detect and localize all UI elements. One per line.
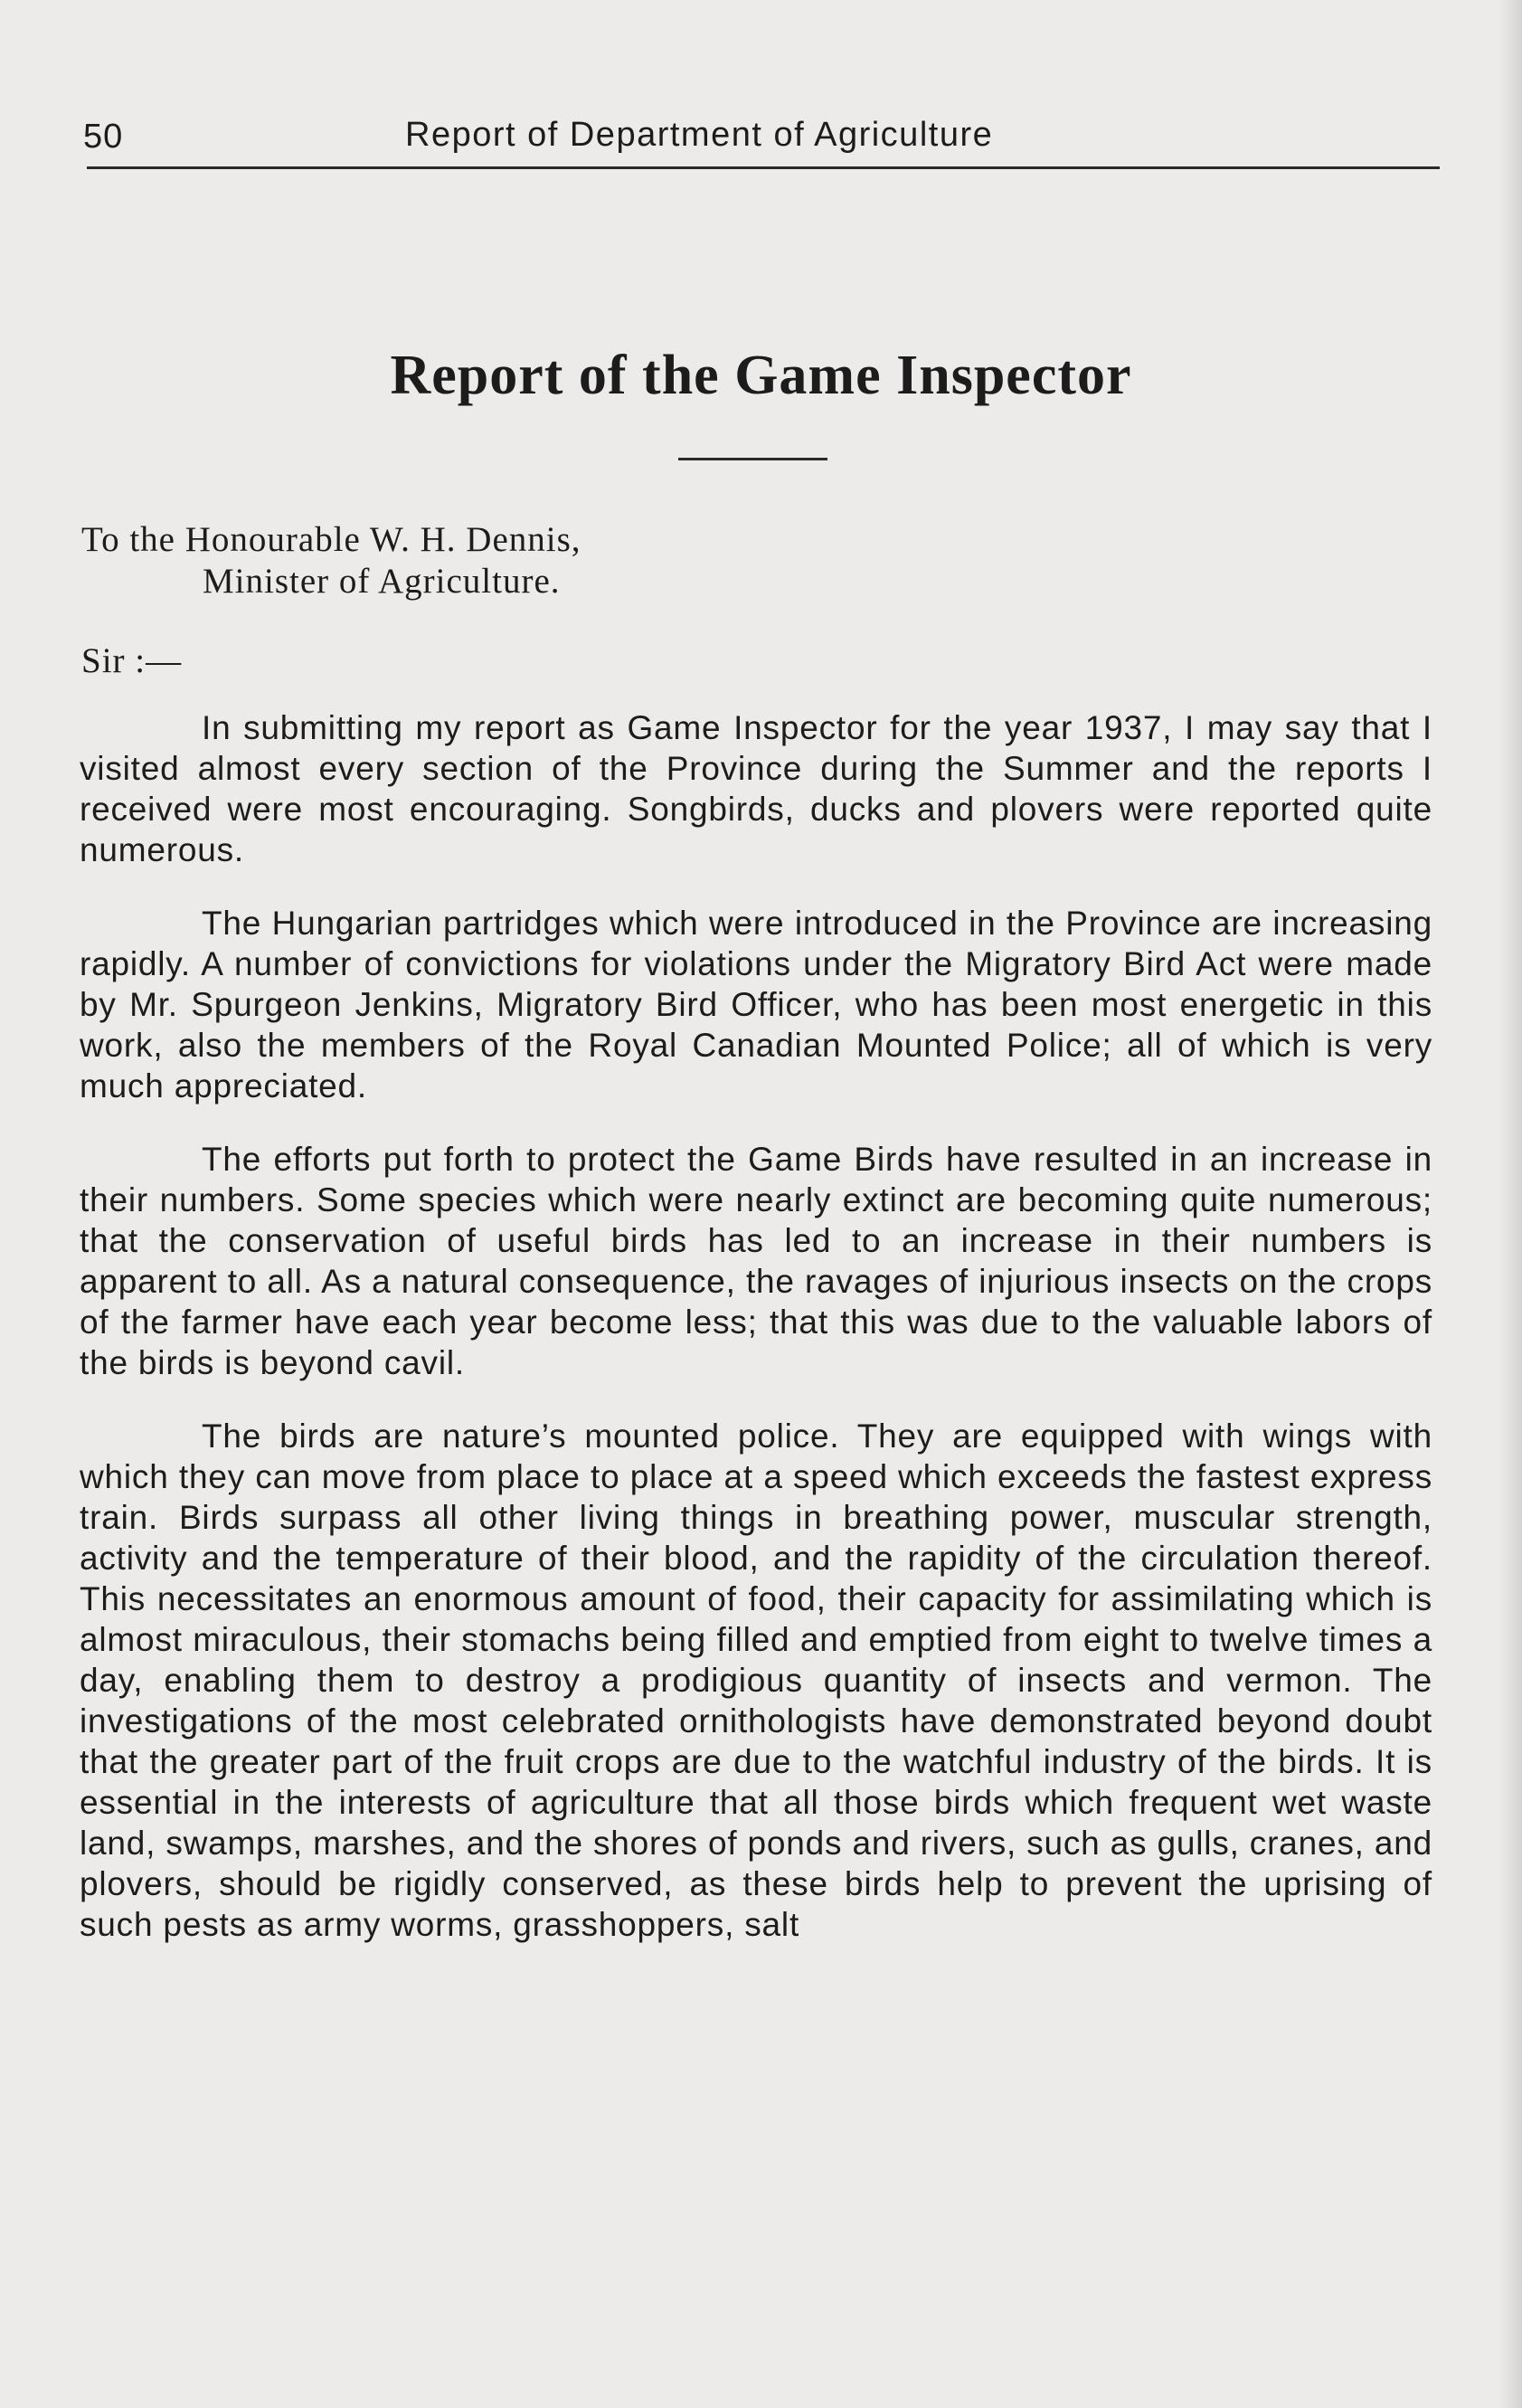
header-rule <box>87 166 1440 169</box>
addressee-title: Minister of Agriculture. <box>203 562 561 601</box>
report-body <box>80 707 1432 1977</box>
addressee-line: To the Honourable W. H. Dennis, <box>81 520 581 559</box>
paragraph: The birds are nature’s mounted police. They are equipped with wings with which they can move from place to place at a speed which exceeds the fastest express train. Birds surpass all other living things in breathing power, muscular strength, activity and the temperature of their blood, and the rapidity of the circulation thereof. This necessitates an enormous amount of food, their capacity for assimilating which is almost miraculous, their stomachs being filled and emptied from eight to twelve times a day, enabling them to destroy a prodigious quantity of insects and vermon. The investigations of the most celebrated ornithologists have demonstrated beyond doubt that the greater part of the fruit crops are due to the watchful industry of the birds. It is essential in the interests of agriculture that all those birds which frequent wet waste land, swamps, marshes, and the shores of ponds and rivers, such as gulls, cranes, and plovers, should be rigidly conserved, as these birds help to prevent the uprising of such pests as army worms, grasshoppers, salt <box>80 1417 1432 1943</box>
report-title: Report of the Game Inspector <box>390 345 1132 406</box>
title-rule <box>678 458 827 460</box>
paragraph: The Hungarian partridges which were introduced in the Province are increasing rapidly. A number of convictions for violations under the Migratory Bird Act were made by Mr. Spurgeon Jenkins, Migratory Bird Officer, who has been most energetic in this work, also the members of the Royal Canadian Mounted Police; all of which is very much appreciated. <box>80 905 1432 1104</box>
page-number: 50 <box>83 118 124 156</box>
paragraph: The efforts put forth to protect the Game Birds have resulted in an increase in their numbers. Some species which were nearly extinct are becoming quite numerous; that the conservation of useful birds has led to an increase in their numbers is apparent to all. As a natural consequence, the ravages of injurious insects on the crops of the farmer have each year become less; that this was due to the valuable labors of the birds is beyond cavil. <box>80 1141 1432 1381</box>
greeting: Sir :— <box>81 641 183 680</box>
paragraph: In submitting my report as Game Inspector for the year 1937, I may say that I visited almost every section of the Province during the Summer and the reports I received were most encouraging. Songbirds, ducks and plovers were reported quite numerous. <box>80 709 1432 868</box>
running-title: Report of Department of Agriculture <box>405 116 994 154</box>
page-header <box>83 112 1440 163</box>
